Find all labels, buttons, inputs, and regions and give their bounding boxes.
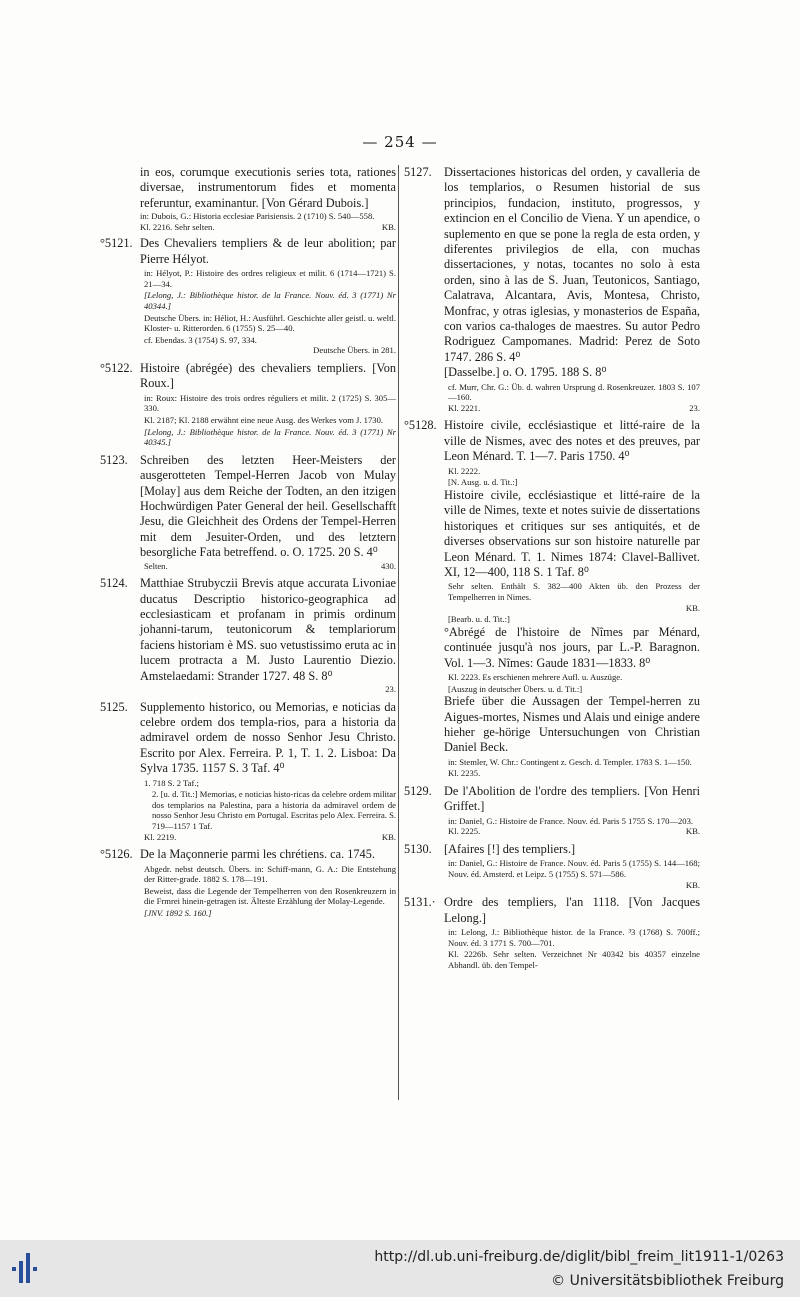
entry-note: in: Roux: Histoire des trois ordres réguliers et milit. 2 (1725) S. 305—330. (144, 392, 396, 414)
entry-number: °5121. (100, 236, 133, 251)
shelf-line (140, 832, 396, 843)
entry-5125 (100, 700, 396, 843)
entry-text: Supplemento historico, ou Memorias, e noticias da celebre ordem dos templa-rios, para a historia da admiravel ordem de nosso Senhor Jesu Christo. Escrito por Alex. Ferreira. P. 1, T. 1. 2. Lisboa: Da Sylva 1735. 1157 S. 3 Taf. 4⁰ (140, 699, 396, 776)
shelf-line (100, 222, 396, 233)
entry-text: Histoire civile, ecclésiastique et litté-raire de la ville de Nimes, texte et notes suivie de dissertations historiques et critiques sur ses antiquités, et de diverses observations sur son histoire naturelle par Leon Ménard. T. 1. Nimes 1874: Clavel-Ballivet. XI, 12—400, 118 S. 1 Taf. 8⁰ (444, 487, 700, 579)
entry-note: Beweist, dass die Legende der Tempelherren von den Rosenkreuzern in die Frmrei hinein-getragen ist. Älteste Erzählung der Molay-Legende. (144, 885, 396, 907)
shelf-line (140, 561, 396, 572)
entry-number: °5128. (404, 418, 437, 433)
entry-note: [Bearb. u. d. Tit.:] (448, 614, 510, 625)
entry-note: Sehr selten. Enthält S. 382—400 Akten üb. den Prozess der Tempelherren in Nimes. (448, 581, 700, 602)
entry-number: 5127. (404, 165, 432, 179)
entry-5124 (100, 576, 396, 694)
entry-note: in: Lelong, J.: Bibliothèque histor. de la France. ³3 (1768) S. 700ff.; Nouv. éd. 3 1771 S. 700—701. (448, 926, 700, 948)
shelf-mark-right: KB. (685, 879, 700, 890)
entry-text: Briefe über die Aussagen der Tempel-herren zu Aigues-mortes, Nismes und Alais und einige andere hieher ge-hörige Untersuchungen von Christian Daniel Beck. (444, 694, 700, 755)
shelf-line (444, 826, 700, 837)
entry-5128 (404, 418, 700, 778)
entry-note: cf. Ebendas. 3 (1754) S. 97, 334. (144, 334, 257, 345)
entry-note: 1. 718 S. 2 Taf.; (144, 777, 199, 788)
shelf-mark-right: KB. (381, 831, 396, 842)
entry-number: 5123. (100, 452, 128, 467)
shelf-line (444, 403, 700, 414)
entry-number: °5122. (100, 360, 133, 375)
entry-text: Histoire civile, ecclésiastique et litté-raire de la ville de Nismes, avec des notes et des preuves, par Leon Ménard. T. 1—7. Paris 1750. 4⁰ (444, 418, 700, 464)
entry-note: Deutsche Übers. in 281. (313, 345, 396, 356)
entry-number: 5124. (100, 576, 128, 591)
shelf-mark: Kl. 2221. (448, 402, 481, 413)
entry-note: [JNV. 1892 S. 160.] (144, 908, 212, 918)
library-logo-icon (10, 1249, 40, 1289)
entry-text: [Afaires [!] des templiers.] (444, 841, 576, 856)
entry-text: De la Maçonnerie parmi les chrétiens. ca. 1745. (140, 847, 375, 862)
entry-5129 (404, 784, 700, 837)
entry-5122 (100, 361, 396, 448)
entry-note: in: Daniel, G.: Histoire de France. Nouv. éd. Paris 5 1755 S. 170—203. (448, 815, 694, 826)
entry-number: 5130. (404, 841, 432, 856)
entry-text: De l'Abolition de l'ordre des templiers. [Von Henri Griffet.] (444, 783, 700, 814)
shelf-mark: Kl. 2222. (448, 465, 481, 476)
entry-note: cf. Murr, Chr. G.: Üb. d. wahren Ursprung d. Rosenkreuzer. 1803 S. 107—160. (448, 381, 700, 403)
entry-note: Kl. 2235. (448, 768, 481, 779)
shelf-mark-right: KB. (685, 826, 700, 837)
entry-number: 5131.· (404, 895, 436, 910)
entry-5123 (100, 453, 396, 571)
page-number: — 254 — (362, 133, 438, 151)
entry-5121 (100, 236, 396, 356)
entry-text: °Abrégé de l'histoire de Nîmes par Ménard, continuée jusqu'à nos jours, par L.-P. Baragnon. Vol. 1—3. Nîmes: Gaude 1831—1833. 8⁰ (444, 624, 700, 670)
entry-5130 (404, 842, 700, 890)
entry-text: Dissertaciones historicas del orden, y cavalleria de los templarios, o Resumen historial de sus principios, fundacion, instituto, progressos, y extincion en el Concilio de Viena. Y un apendice, o suplemento en que se pone la regla de esta orden, y diferentes privilegios de ella, con muchas dissertaciones, y notas, tocantes no solo à esta orden, sino à las de S. Juan, Teutonicos, Santiago, Calatrava, Alcantara, Avis, Montesa, Christo, Monfrac, y otras iglesias, y monasterios de España, con varios ca-thaloges de maestres. Su autor Pedro Rodriguez Campomanes. Madrid: Perez de Soto 1747. 286 S. 4⁰ (444, 165, 700, 364)
entry-note: [Lelong, J.: Bibliothèque histor. de la France. Nouv. éd. 3 (1771) Nr 40345.] (144, 426, 396, 448)
entry-text: Ordre des templiers, l'an 1118. [Von Jacques Lelong.] (444, 895, 700, 925)
entry-note: in: Dubois, G.: Historia ecclesiae Parisiensis. 2 (1710) S. 540—558. (140, 211, 375, 222)
shelf-mark-right: KB. (685, 602, 700, 613)
shelf-mark-right: 430. (380, 560, 396, 571)
entry-number: 5129. (404, 783, 432, 798)
entry-note: Kl. 2187; Kl. 2188 erwähnt eine neue Ausg. des Werkes vom J. 1730. (144, 414, 384, 425)
left-column (100, 165, 396, 924)
entry-number: 5125. (100, 699, 128, 714)
entry-note: 2. [u. d. Tit.:] Memorias, e noticias histo-ricas da celebre ordem militar dos templarios na Palestina, para a historia da admiravel ordem de nosso Senhor Jesu Christo em Portugal. Escritas pelo Alex. Ferreira. S. 719—1157 1 Taf. (152, 789, 396, 832)
column-divider (398, 165, 399, 1100)
entry-5126 (100, 847, 396, 918)
entry-number: °5126. (100, 847, 133, 862)
shelf-mark: Kl. 2216. Sehr selten. (140, 221, 215, 232)
shelf-mark: Kl. 2219. (144, 831, 177, 842)
shelf-mark-right: 23. (385, 684, 396, 695)
entry-note: in: Stemler, W. Chr.: Contingent z. Gesch. d. Templer. 1783 S. 1—150. (448, 756, 692, 767)
copyright-notice: © Universitätsbibliothek Freiburg (551, 1273, 784, 1289)
entry-note: Kl. 2226b. Sehr selten. Verzeichnet Nr 40342 bis 40357 einzelne Abhandl. üb. den Tempel- (448, 949, 700, 970)
entry-note: [Lelong, J.: Bibliothèque histor. de la France. Nouv. éd. 3 (1771) Nr 40344.] (144, 290, 396, 311)
entry-note: in: Hélyot, P.: Histoire des ordres religieux et milit. 6 (1714—1721) S. 21—34. (144, 268, 396, 289)
shelf-mark-right: 23. (689, 402, 700, 413)
entry-text: [Dasselbe.] o. O. 1795. 188 S. 8⁰ (444, 365, 607, 380)
entry-text: Histoire (abrégée) des chevaliers templiers. [Von Roux.] (140, 360, 396, 391)
entry-note: Abgedr. nebst deutsch. Übers. in: Schiff-mann, G. A.: Die Entstehung der Ritter-grade. 1882 S. 178—191. (144, 863, 396, 885)
entry-text: Matthiae Strubyczii Brevis atque accurata Livoniae ducatus Descriptio historico-geographica ad ecclesiasticam et profanam in primis ordinum johanni-tarum, teutonicorum & templariorum faciens historiam è MS. suo vetustissimo eruta ac in lucem protracta a M. Justo Laurentio Diezio. Amstelaedami: Strander 1727. 48 S. 8⁰ (140, 576, 396, 683)
shelf-mark: Kl. 2225. (448, 826, 481, 837)
entry-note: [N. Ausg. u. d. Tit.:] (448, 477, 518, 488)
entry-continuation-text: in eos, corumque executionis series tota, rationes diversae, instrumentorum fides et momenta referuntur, examinantur. [Von Gérard Dubois.] (140, 165, 396, 210)
entry-text: Des Chevaliers templiers & de leur abolition; par Pierre Hélyot. (140, 236, 396, 266)
entry-note: in: Daniel, G.: Histoire de France. Nouv. éd. Paris 5 (1755) S. 144—168; Nouv. éd. Amsterd. et Leipz. 5 (1755) S. 571—586. (448, 858, 700, 879)
entry-5127 (404, 165, 700, 413)
entry-5131 (404, 895, 700, 970)
right-column (404, 165, 700, 975)
entry-text: Schreiben des letzten Heer-Meisters der ausgerotteten Tempel-Herren Jacob von Mulay [Molay] aus dem Reiche der Todten, an den itzigen Hochwürdigen Pater General der heil. Gesellschafft Jesu, die Gleichheit des Ordens der Tempel-Herren mit dem Jesuiter-Orden, und des letztern besorgliche Fata betreffend. o. O. 1725. 20 S. 4⁰ (140, 452, 396, 560)
entry-note: [Auszug in deutscher Übers. u. d. Tit.:] (448, 683, 583, 694)
shelf-mark-right: KB. (381, 221, 396, 232)
shelf-mark: Selten. (144, 560, 168, 571)
entry-note: Kl. 2223. Es erschienen mehrere Aufl. u. Auszüge. (448, 671, 623, 682)
entry-note: Deutsche Übers. in: Héliot, H.: Ausführl. Geschichte aller geistl. u. weltl. Kloster- u. Ritterorden. 6 (1755) S. 25—40. (144, 312, 396, 334)
document-url-link[interactable]: http://dl.ub.uni-freiburg.de/diglit/bibl_freim_lit1911-1/0263 (374, 1249, 784, 1265)
